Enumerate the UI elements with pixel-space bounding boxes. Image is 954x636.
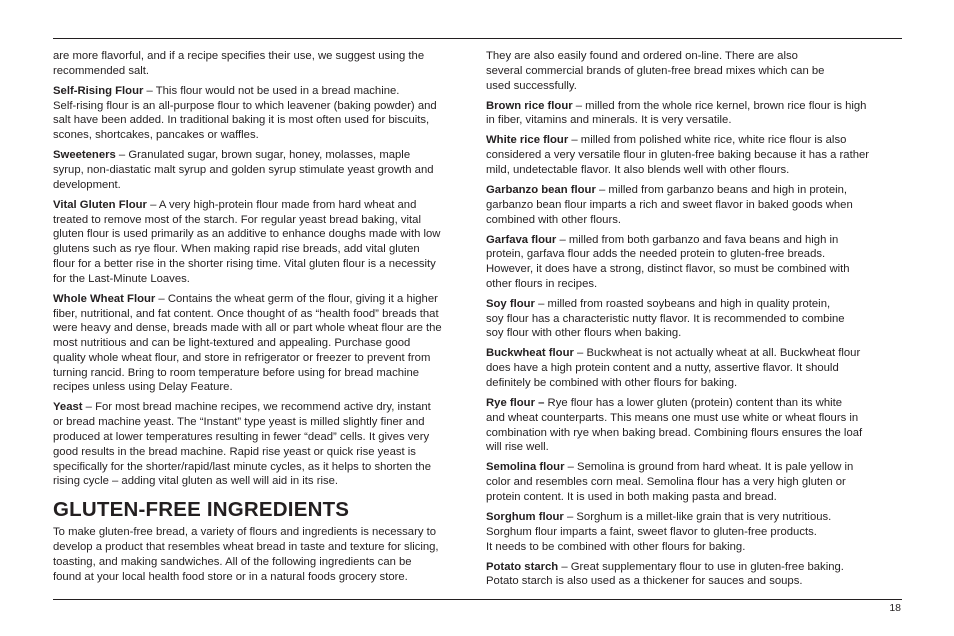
entry-text: – milled from garbanzo beans and high in protein, garbanzo bean flour imparts a rich and sweet flavor in baked goods when combined with other flours. — [486, 183, 853, 226]
entry-text: – milled from the whole rice kernel, brown rice flour is high in fiber, vitamins and minerals. It is very versatile. — [486, 99, 867, 127]
entry-white-rice-flour — [486, 133, 902, 177]
entry-text: – A very high-protein flour made from hard wheat and treated to remove most of the starch. For regular yeast bread baking, vital gluten flour is used primarily as an additive to enhance doughs made with low glutens such as rye flour. When making rapid rise breads, add vital gluten flour for a better rise in the shorter rising time. Vital gluten flour is a necessity for the Last-Minute Loaves. — [53, 198, 441, 285]
entry-term: Semolina flour — [486, 461, 565, 474]
entry-text: – Semolina is ground from hard wheat. It is pale yellow in color and resembles corn meal. Semolina flour has a very high gluten or protein content. It is used in both making pasta and bread. — [486, 461, 854, 504]
right-column — [486, 49, 902, 594]
section-intro-paragraph: To make gluten-free bread, a variety of flours and ingredients is necessary to develop a product that resembles wheat bread in taste and texture for slicing, toasting, and making sandwiches. All of the following ingredients can be found at your local health food store or in a natural foods grocery store. — [53, 526, 439, 583]
entry-potato-starch — [486, 560, 902, 590]
entry-term: Rye flour – — [486, 397, 545, 410]
entry-sorghum-flour — [486, 510, 902, 554]
entry-brown-rice-flour — [486, 99, 902, 129]
entry-yeast — [53, 400, 469, 489]
entry-self-rising-flour — [53, 84, 469, 143]
left-column — [53, 49, 469, 590]
intro-paragraph: are more flavorful, and if a recipe specifies their use, we suggest using the recommended salt. — [53, 50, 425, 77]
entry-term: Self-Rising Flour — [53, 84, 144, 97]
entry-buckwheat-flour — [486, 346, 902, 390]
entry-term: Vital Gluten Flour — [53, 198, 147, 211]
entry-term: Brown rice flour — [486, 99, 573, 112]
entry-text: – milled from roasted soybeans and high in quality protein, soy flour has a characteristic nutty flavor. It is recommended to combine soy flour with other flours when baking. — [486, 297, 845, 340]
entry-term: Potato starch — [486, 560, 559, 573]
entry-term: Sorghum flour — [486, 511, 564, 523]
top-rule — [53, 38, 902, 39]
entry-garfava-flour — [486, 233, 902, 292]
entry-sweeteners — [53, 148, 469, 192]
entry-term: Whole Wheat Flour — [53, 292, 156, 305]
entry-rye-flour — [486, 396, 902, 455]
entry-text: – This flour would not be used in a bread machine. Self-rising flour is an all-purpose flour to which leavener (baking powder) and salt have been added. In traditional baking it is most often used for biscuits, scones, shortcakes, pancakes or waffles. — [53, 84, 437, 142]
entry-term: Yeast — [53, 401, 83, 414]
entry-garbanzo-bean-flour — [486, 183, 902, 227]
entry-text: – milled from polished white rice, white rice flour is also considered a very versatile flour in gluten-free baking because it has a rather mild, undetectable flavor. It also blends well with other flours. — [486, 134, 870, 176]
entry-semolina-flour — [486, 460, 902, 504]
entry-term: Sweeteners — [53, 149, 116, 162]
entry-term: Garfava flour — [486, 233, 557, 246]
entry-vital-gluten-flour — [53, 198, 469, 287]
entry-text: – milled from both garbanzo and fava beans and high in protein, garfava flour adds the needed protein to gluten-free breads. However, it does have a strong, distinct flavor, so must be combined with other flours in recipes. — [486, 233, 850, 290]
entry-text: – For most bread machine recipes, we recommend active dry, instant or bread machine yeast. The “Instant” type yeast is milled slightly finer and produced at lower temperatures resulting in fewer “dead” cells. It gives very good results in the bread machine. Rapid rise yeast or quick rise yeast is specifically for the shorter/rapid/last minute cycles, as it helps to shorten the rising cycle – adding vital gluten as well will aid in its rise. — [53, 401, 431, 488]
entry-term: Soy flour — [486, 297, 535, 310]
entry-soy-flour — [486, 297, 902, 341]
bottom-rule — [53, 599, 902, 600]
entry-text: – Great supplementary flour to use in gluten-free baking. Potato starch is also used as a thickener for sauces and soups. — [486, 560, 844, 588]
continued-paragraph: They are also easily found and ordered on-line. There are also several commercial brands of gluten-free bread mixes which can be used successfully. — [486, 50, 825, 92]
page-number: 18 — [889, 602, 901, 614]
entry-term: White rice flour — [486, 134, 569, 147]
entry-text: – Buckwheat is not actually wheat at all. Buckwheat flour does have a high protein content and a nutty, assertive flavor. It should definitely be combined with other flours for baking. — [486, 347, 861, 390]
entry-text: Rye flour has a lower gluten (protein) content than its white and wheat counterparts. This means one must use white or wheat flours in combination with rye when baking bread. Combining flours ensures the loaf will rise well. — [486, 397, 863, 454]
entry-term: Buckwheat flour — [486, 347, 574, 360]
entry-text: – Contains the wheat germ of the flour, giving it a higher fiber, nutritional, and fat content. Once thought of as “health food” breads that were heavy and dense, breads made with all or part whole wheat flour are the most nutritious and can be light-textured and appealing. Purchase good quality whole wheat flour, and store in refrigerator or freezer to prevent from turning rancid. Bring to room temperature before using for bread machine recipes unless using Delay Feature. — [53, 292, 442, 394]
entry-text: – Sorghum is a millet-like grain that is very nutritious. Sorghum flour imparts a faint, sweet flavor to gluten-free products. It needs to be combined with other flours for baking. — [486, 511, 832, 553]
entry-whole-wheat-flour — [53, 292, 469, 396]
section-heading: GLUTEN-FREE INGREDIENTS — [53, 498, 350, 522]
entry-text: – Granulated sugar, brown sugar, honey, molasses, maple syrup, non-diastatic malt syrup and golden syrup stimulate yeast growth and development. — [53, 149, 434, 191]
entry-term: Garbanzo bean flour — [486, 183, 596, 196]
